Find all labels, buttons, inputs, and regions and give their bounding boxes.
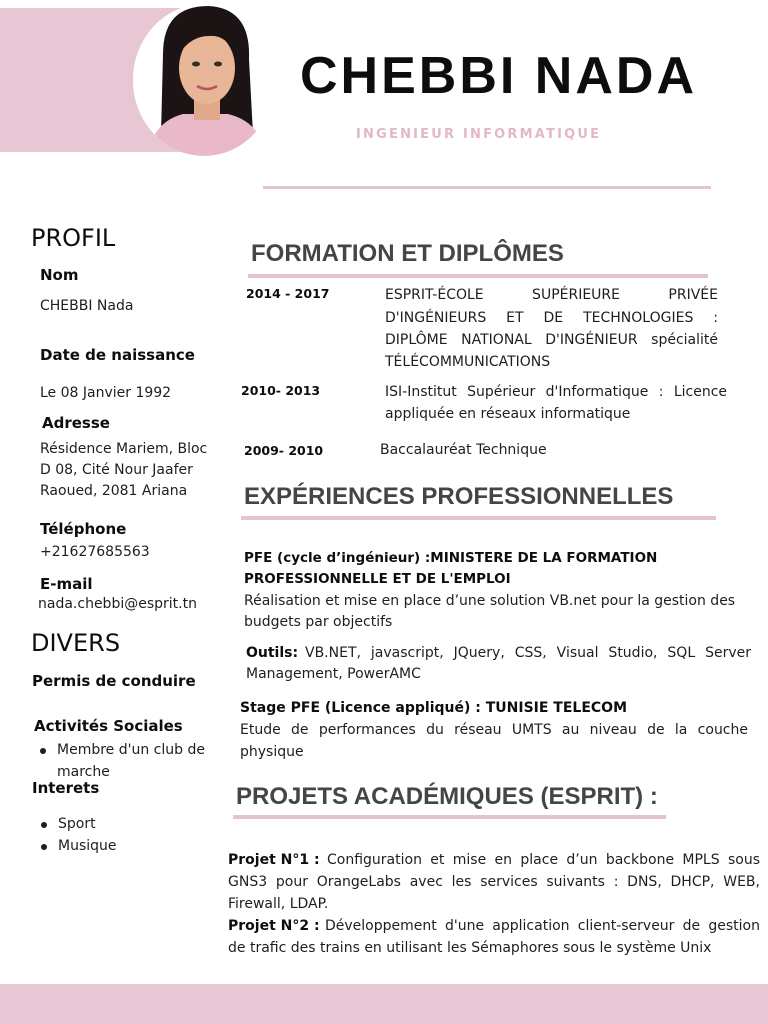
activites-label: Activités Sociales [34,717,183,735]
projet2-label: Projet N°2 : [228,918,320,934]
naissance-label: Date de naissance [40,346,195,364]
activites-item: Membre d'un club de [57,740,205,761]
pfe-description: budgets par objectifs [244,614,393,630]
footer-pink-band [0,984,768,1024]
formation-line: D'INGÉNIEURS ET DE TECHNOLOGIES : [385,310,718,326]
email-label: E-mail [40,575,93,593]
pfe-title: PROFESSIONNELLE ET DE L'EMPLOI [244,571,511,587]
outils-line: VB.NET, javascript, JQuery, CSS, Visual Studio, SQL Server [305,645,751,661]
formation-line: ESPRIT-ÉCOLE SUPÉRIEURE PRIVÉE [385,287,718,303]
formation-years: 2009- 2010 [244,443,324,458]
activites-item-continued: marche [57,764,110,780]
header-divider [263,186,711,189]
job-title: INGENIEUR INFORMATIQUE [356,127,602,142]
outils-line: Management, PowerAMC [246,666,421,682]
formation-line: appliquée en réseaux informatique [385,406,631,422]
formation-line: DIPLÔME NATIONAL D'INGÉNIEUR spécialité [385,332,718,348]
profil-heading: PROFIL [31,224,116,252]
formation-years: 2010- 2013 [241,383,321,398]
interets-item: Musique [58,836,117,857]
formation-line: ISI-Institut Supérieur d'Informatique : Licence [385,384,727,400]
experiences-divider [241,516,716,520]
adresse-line: Résidence Mariem, Bloc [40,441,208,457]
nom-label: Nom [40,266,79,284]
divers-heading: DIVERS [31,629,121,657]
projet2-line: de trafic des trains en utilisant les Sémaphores sous le système Unix [228,940,712,956]
projets-divider [233,815,666,819]
formation-line: Baccalauréat Technique [380,442,547,458]
experiences-heading: EXPÉRIENCES PROFESSIONNELLES [244,483,674,510]
pfe-title: PFE (cycle d’ingénieur) :MINISTERE DE LA FORMATION [244,550,658,566]
naissance-value: Le 08 Janvier 1992 [40,385,172,401]
stage-description: Etude de performances du réseau UMTS au niveau de la couche [240,722,748,738]
formation-heading: FORMATION ET DIPLÔMES [251,240,564,267]
interets-item: Sport [58,814,96,835]
profile-photo [133,4,275,156]
candidate-name: CHEBBI NADA [300,47,697,105]
formation-line: TÉLÉCOMMUNICATIONS [385,354,551,370]
nom-value: CHEBBI Nada [40,298,134,314]
adresse-line: Raoued, 2081 Ariana [40,483,188,499]
outils-label: Outils: [246,645,299,661]
projet1-line: Firewall, LDAP. [228,896,329,912]
adresse-label: Adresse [42,414,110,432]
adresse-line: D 08, Cité Nour Jaafer [40,462,193,478]
formation-divider [248,274,708,278]
stage-title: Stage PFE (Licence appliqué) : TUNISIE TELECOM [240,700,628,716]
telephone-label: Téléphone [40,520,127,538]
projet1-label: Projet N°1 : [228,852,320,868]
interets-label: Interets [32,779,100,797]
projet1-line: GNS3 pour OrangeLabs avec les services suivants : DNS, DHCP, WEB, [228,874,760,890]
email-value: nada.chebbi@esprit.tn [38,596,197,612]
telephone-value: +21627685563 [40,544,150,560]
permis-label: Permis de conduire [32,672,196,690]
stage-description: physique [240,744,304,760]
avatar-illustration [133,4,275,156]
projets-heading: PROJETS ACADÉMIQUES (ESPRIT) : [236,783,658,810]
pfe-description: Réalisation et mise en place d’une solution VB.net pour la gestion des [244,593,736,609]
projet1-line: Configuration et mise en place d’un backbone MPLS sous [327,852,760,868]
formation-years: 2014 - 2017 [246,286,330,301]
projet2-line: Développement d'une application client-serveur de gestion [325,918,760,934]
